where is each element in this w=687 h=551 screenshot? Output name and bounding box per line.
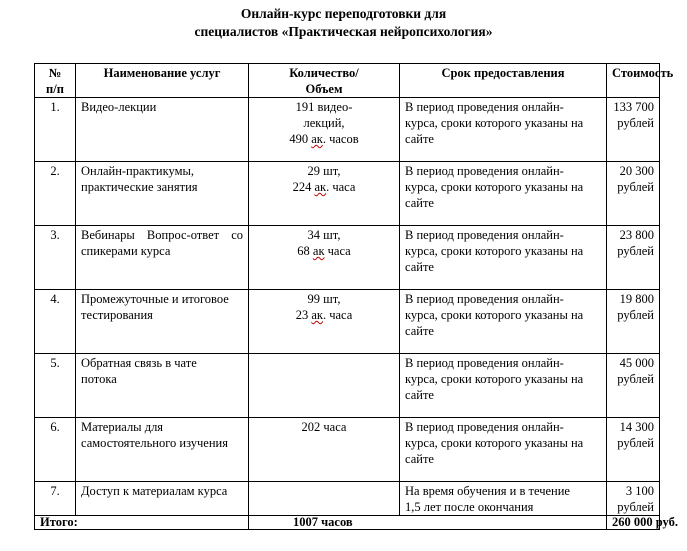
- row-quantity-line: 29 шт,: [307, 164, 341, 178]
- row-price: [607, 226, 660, 290]
- row-period-line: В период проведения онлайн-: [405, 228, 564, 242]
- row-period-line: В период проведения онлайн-: [405, 356, 564, 370]
- row-price: [607, 290, 660, 354]
- row-service-line: Вебинары Вопрос-ответ со: [81, 228, 243, 242]
- row-price-line: 3 100: [625, 484, 654, 498]
- row-quantity: [249, 162, 400, 226]
- title-line-2: специалистов «Практическая нейропсихология»: [194, 24, 493, 39]
- row-service-line: Промежуточные и итоговое: [81, 292, 229, 306]
- document-title: [0, 5, 687, 41]
- row-service: [76, 418, 249, 482]
- row-quantity: [249, 226, 400, 290]
- row-period-line: курса, сроки которого указаны на: [405, 244, 584, 258]
- table-header-row: [35, 64, 660, 98]
- row-period: [400, 354, 607, 418]
- row-quantity-line: 23 ак. часа: [295, 308, 353, 322]
- table-row: [35, 418, 660, 482]
- header-period: Срок предоставления: [400, 64, 607, 98]
- row-quantity: [249, 418, 400, 482]
- row-price-line: рублей: [617, 116, 654, 130]
- row-number: 1.: [35, 98, 76, 162]
- row-quantity-line: 224 ак. часа: [292, 180, 356, 194]
- row-service-line: Доступ к материалам курса: [81, 484, 228, 498]
- row-period-line: На время обучения и в течение: [405, 484, 570, 498]
- header-quantity: Количество/ Объем: [249, 64, 400, 98]
- row-number: 5.: [35, 354, 76, 418]
- row-service-line: самостоятельного изучения: [81, 436, 228, 450]
- row-period: [400, 482, 607, 516]
- total-row: [35, 516, 660, 530]
- row-period: [400, 98, 607, 162]
- row-period-line: В период проведения онлайн-: [405, 420, 564, 434]
- row-service-line: Обратная связь в чате: [81, 356, 197, 370]
- table-row: [35, 98, 660, 162]
- row-service-line: тестирования: [81, 308, 153, 322]
- table-row: [35, 354, 660, 418]
- row-service: [76, 290, 249, 354]
- row-period-line: сайте: [405, 452, 434, 466]
- row-period-line: сайте: [405, 388, 434, 402]
- row-period-line: В период проведения онлайн-: [405, 292, 564, 306]
- row-quantity-line: 490 ак. часов: [289, 132, 359, 146]
- row-period-line: В период проведения онлайн-: [405, 100, 564, 114]
- row-price-line: 23 800: [619, 228, 654, 242]
- header-service: Наименование услуг: [76, 64, 249, 98]
- row-price-line: рублей: [617, 180, 654, 194]
- row-period: [400, 226, 607, 290]
- header-number: № п/п: [35, 64, 76, 98]
- row-quantity-line: лекций,: [303, 116, 345, 130]
- row-price-line: рублей: [617, 308, 654, 322]
- row-period-line: курса, сроки которого указаны на: [405, 308, 584, 322]
- row-period-line: курса, сроки которого указаны на: [405, 372, 584, 386]
- row-period-line: сайте: [405, 132, 434, 146]
- services-table: [34, 63, 678, 530]
- row-price-line: 19 800: [619, 292, 654, 306]
- row-price-line: рублей: [617, 500, 654, 514]
- row-price: [607, 482, 660, 516]
- row-period-line: сайте: [405, 196, 434, 210]
- table-row: [35, 226, 660, 290]
- row-price-line: рублей: [617, 436, 654, 450]
- row-price: [607, 418, 660, 482]
- row-price-line: 45 000: [619, 356, 654, 370]
- row-quantity: [249, 98, 400, 162]
- row-service-line: спикерами курса: [81, 244, 171, 258]
- row-quantity: [249, 290, 400, 354]
- title-line-1: Онлайн-курс переподготовки для: [240, 6, 447, 21]
- row-price-line: рублей: [617, 244, 654, 258]
- table-row: [35, 482, 660, 516]
- row-number: 2.: [35, 162, 76, 226]
- row-service: [76, 162, 249, 226]
- row-period-line: сайте: [405, 260, 434, 274]
- row-price: [607, 98, 660, 162]
- row-period-line: курса, сроки которого указаны на: [405, 436, 584, 450]
- row-period: [400, 418, 607, 482]
- table-row: [35, 162, 660, 226]
- row-period-line: 1,5 лет после окончания: [405, 500, 534, 514]
- row-number: 7.: [35, 482, 76, 516]
- row-quantity: [249, 482, 400, 516]
- row-period-line: курса, сроки которого указаны на: [405, 116, 584, 130]
- row-service-line: практические занятия: [81, 180, 198, 194]
- row-quantity-line: 202 часа: [301, 420, 347, 434]
- row-number: 4.: [35, 290, 76, 354]
- total-hours: 1007 часов: [249, 516, 607, 530]
- row-price-line: 133 700: [613, 100, 654, 114]
- row-service: [76, 354, 249, 418]
- row-quantity-line: 68 ак часа: [297, 244, 351, 258]
- table-row: [35, 290, 660, 354]
- row-service: [76, 482, 249, 516]
- row-price-line: рублей: [617, 372, 654, 386]
- row-service-line: потока: [81, 372, 117, 386]
- row-service-line: Материалы для: [81, 420, 164, 434]
- row-quantity-line: 99 шт,: [307, 292, 341, 306]
- row-period-line: курса, сроки которого указаны на: [405, 180, 584, 194]
- row-price: [607, 354, 660, 418]
- row-service-line: Видео-лекции: [81, 100, 157, 114]
- row-period: [400, 290, 607, 354]
- row-period-line: сайте: [405, 324, 434, 338]
- row-period: [400, 162, 607, 226]
- row-price-line: 14 300: [619, 420, 654, 434]
- row-period-line: В период проведения онлайн-: [405, 164, 564, 178]
- row-number: 6.: [35, 418, 76, 482]
- total-amount: 260 000 руб.: [607, 516, 660, 530]
- total-label: Итого:: [35, 516, 249, 530]
- row-service: [76, 98, 249, 162]
- row-service-line: Онлайн-практикумы,: [81, 164, 195, 178]
- row-quantity-line: 191 видео-: [295, 100, 353, 114]
- row-quantity: [249, 354, 400, 418]
- row-number: 3.: [35, 226, 76, 290]
- row-price: [607, 162, 660, 226]
- row-service: [76, 226, 249, 290]
- header-price: Стоимость: [607, 64, 660, 98]
- row-quantity-line: 34 шт,: [307, 228, 341, 242]
- row-price-line: 20 300: [619, 164, 654, 178]
